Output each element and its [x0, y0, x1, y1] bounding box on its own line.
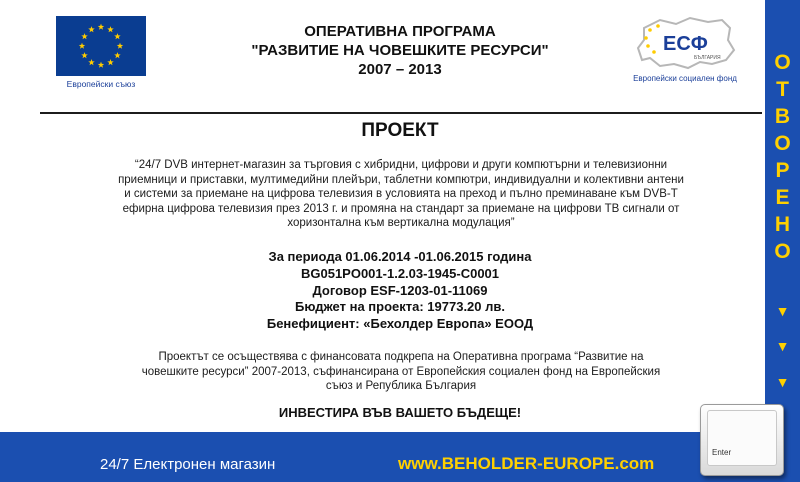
- slogan: ИНВЕСТИРА ВЪВ ВАШЕТО БЪДЕЩЕ!: [278, 405, 522, 420]
- site-url-link[interactable]: www.BEHOLDER-EUROPE.com: [398, 454, 655, 473]
- programme-title-line: 2007 – 2013: [358, 61, 442, 78]
- eu-logo: [56, 16, 146, 89]
- open-banner-letter: Р: [775, 159, 790, 182]
- project-budget: Бюджет на проекта: 19773.20 лв.: [294, 299, 505, 315]
- project-heading: ПРОЕКТ: [361, 120, 439, 141]
- open-banner-letter: О: [774, 132, 791, 155]
- esf-stars-icon: [644, 24, 660, 54]
- open-banner-letter: Т: [776, 78, 789, 101]
- down-arrow-icon: ▼: [775, 374, 790, 390]
- down-arrow-icon: ▼: [775, 303, 790, 319]
- project-beneficiary: Бенефициент: «Бехолдер Европа» ЕООД: [266, 316, 534, 332]
- project-description: “24/7 DVB интернет-магазин за търговия с хибридни, цифрови и други компютърни и телевизионни приемници и приставки, мултимедийни плейъри, таблетни компютри, индивидуални и колективни антени и системи за приемане на цифрова телевизия в условията на преход и пълно преминаване към DVB-T ефирна цифрова телевизия през 2013 г. и промяна на стандарт за приемане на цифрови ТВ сигнали от хоризонтална към вертикална модулация”: [118, 159, 684, 230]
- down-arrow-icon: ▼: [775, 338, 790, 354]
- header-divider: [40, 112, 762, 114]
- enter-key-button[interactable]: [700, 404, 784, 476]
- enter-key-label: Enter: [712, 448, 732, 457]
- open-banner-letter: О: [774, 240, 791, 263]
- programme-title-line: "РАЗВИТИЕ НА ЧОВЕШКИТЕ РЕСУРСИ": [251, 42, 549, 59]
- eu-caption: Европейски съюз: [66, 79, 136, 89]
- shop-label: 24/7 Електронен магазин: [100, 456, 276, 473]
- esf-mark: ЕСФ: [663, 33, 708, 55]
- funding-note: Проектът се осъществява с финансовата подкрепа на Оперативна програма “Развитие на човешките ресурси” 2007-2013, съфинансирана от Европейския социален фонд на Европейския съюз и Република България: [141, 351, 661, 393]
- project-details: [160, 249, 640, 333]
- open-banner-letter: Е: [775, 186, 790, 209]
- enter-key-face: [707, 410, 777, 466]
- project-period: За периода 01.06.2014 -01.06.2015 година: [268, 249, 532, 264]
- programme-title: [160, 22, 640, 79]
- project-contract: Договор ESF-1203-01-11069: [312, 282, 488, 298]
- esf-country: БЪЛГАРИЯ: [694, 55, 721, 61]
- programme-title-line: ОПЕРАТИВНА ПРОГРАМА: [304, 23, 496, 40]
- open-banner-letter: В: [774, 105, 791, 128]
- eu-flag-icon: [56, 16, 146, 76]
- open-banner-letter: О: [774, 51, 791, 74]
- project-code: BG051PO001-1.2.03-1945-C0001: [300, 265, 500, 281]
- esf-caption: Европейски социален фонд: [633, 74, 737, 83]
- open-banner-letter: Н: [774, 213, 791, 236]
- footer-bar: [0, 432, 765, 482]
- esf-logo: [610, 14, 760, 83]
- esf-bulgaria-map-icon: [630, 14, 740, 72]
